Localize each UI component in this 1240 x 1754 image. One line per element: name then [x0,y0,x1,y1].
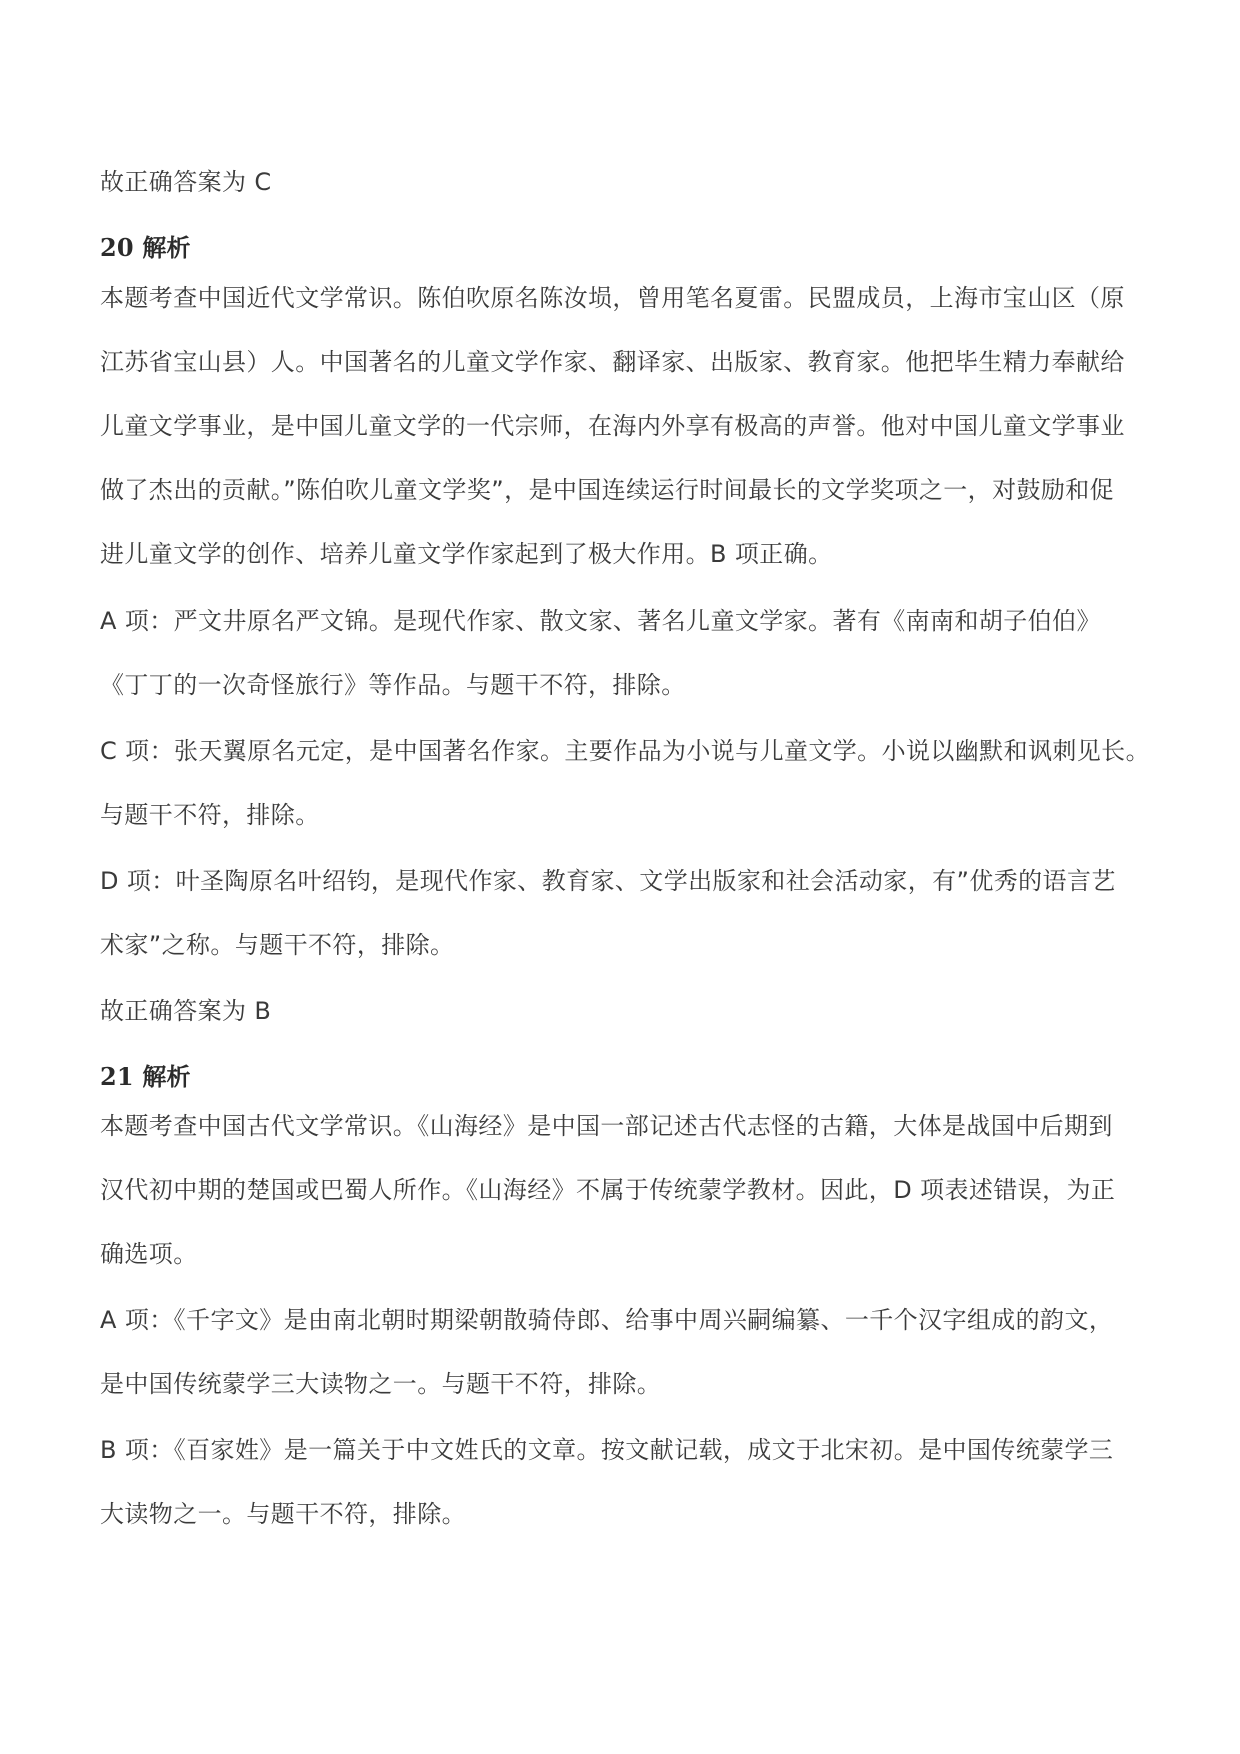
paragraph-line: 做了杰出的贡献。”陈伯吹儿童文学奖”，是中国连续运行时间最长的文学奖项之一，对鼓励和促 [100,476,1115,504]
option-b-line: 大读物之一。与题干不符，排除。 [100,1500,466,1528]
option-a-line: 《丁丁的一次奇怪旅行》等作品。与题干不符，排除。 [100,671,686,699]
paragraph-line: 确选项。 [100,1240,198,1268]
option-a-line: A 项：严文井原名严文锦。是现代作家、散文家、著名儿童文学家。著有《南南和胡子伯伯》 [100,607,1101,635]
option-a-line: A 项：《千字文》是由南北朝时期梁朝散骑侍郎、给事中周兴嗣编纂、一千个汉字组成的韵文， [100,1306,1114,1334]
paragraph-line: 汉代初中期的楚国或巴蜀人所作。《山海经》不属于传统蒙学教材。因此，D 项表述错误，为正 [100,1176,1116,1204]
option-c-line: C 项：张天翼原名元定，是中国著名作家。主要作品为小说与儿童文学。小说以幽默和讽刺见长。 [100,737,1150,765]
paragraph-line: 本题考查中国近代文学常识。陈伯吹原名陈汝埙，曾用笔名夏雷。民盟成员，上海市宝山区（原 [100,284,1125,312]
document-page [100,0,1170,1754]
section-heading-20: 20 解析 [100,233,191,262]
paragraph-line: 本题考查中国古代文学常识。《山海经》是中国一部记述古代志怪的古籍，大体是战国中后期到 [100,1112,1113,1140]
option-a-line: 是中国传统蒙学三大读物之一。与题干不符，排除。 [100,1370,662,1398]
paragraph-line: 江苏省宝山县）人。中国著名的儿童文学作家、翻译家、出版家、教育家。他把毕生精力奉献给 [100,348,1125,376]
answer-line: 故正确答案为 B [100,997,272,1025]
option-d-line: D 项：叶圣陶原名叶绍钧，是现代作家、教育家、文学出版家和社会活动家，有”优秀的语言艺 [100,867,1116,895]
answer-line: 故正确答案为 C [100,168,272,196]
option-b-line: B 项：《百家姓》是一篇关于中文姓氏的文章。按文献记载，成文于北宋初。是中国传统蒙学三 [100,1436,1114,1464]
paragraph-line: 儿童文学事业，是中国儿童文学的一代宗师，在海内外享有极高的声誉。他对中国儿童文学事业 [100,412,1125,440]
option-d-line: 术家”之称。与题干不符，排除。 [100,931,455,959]
option-c-line: 与题干不符，排除。 [100,801,320,829]
section-heading-21: 21 解析 [100,1062,191,1091]
paragraph-line: 进儿童文学的创作、培养儿童文学作家起到了极大作用。B 项正确。 [100,540,833,568]
